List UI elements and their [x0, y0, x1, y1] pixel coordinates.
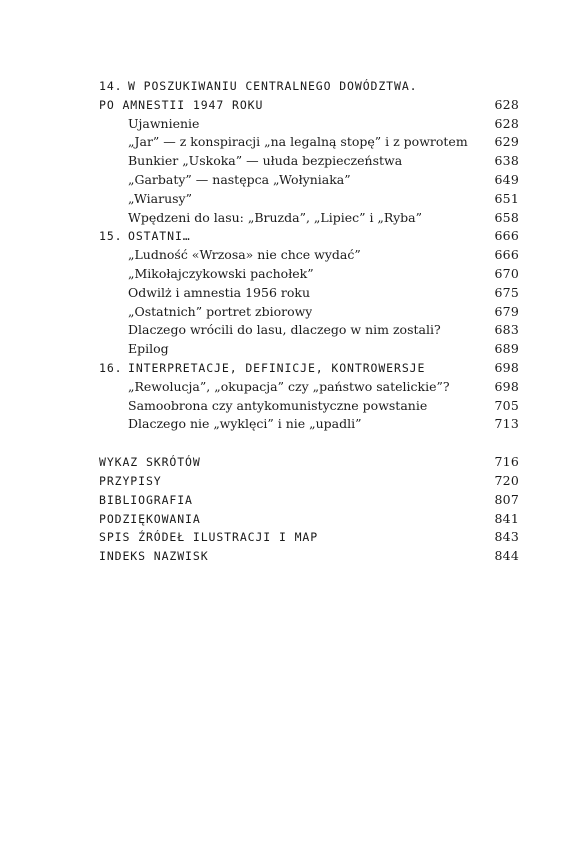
page-number: 679 [494, 303, 519, 319]
entry-title: „Rewolucja”, „okupacja” czy „państwo satelickie”? [128, 378, 450, 394]
chapter-title-cont: PO AMNESTII 1947 ROKU [99, 97, 264, 112]
toc-entry[interactable] [99, 246, 519, 265]
chapter-title: OSTATNI… [128, 229, 191, 244]
entry-title: „Garbaty” — następca „Wołyniaka” [128, 171, 351, 187]
page-number: 683 [494, 322, 519, 338]
page-number: 628 [494, 115, 519, 131]
entry-title: „Jar” — z konspiracji „na legalną stopę” i z powrotem [128, 134, 468, 150]
chapter-15-heading[interactable] [99, 227, 519, 246]
chapter-number: 14. [99, 79, 123, 93]
page-number: 638 [494, 153, 519, 169]
entry-title: WYKAZ SKRÓTÓW [99, 455, 201, 470]
toc-entry[interactable] [99, 171, 519, 190]
chapter-number: 16. [99, 360, 123, 375]
entry-title: „Mikołajczykowski pachołek” [128, 265, 314, 281]
toc-entry[interactable] [99, 378, 519, 397]
toc-entry[interactable] [99, 303, 519, 322]
back-matter-entry[interactable] [99, 491, 519, 510]
page-number: 844 [494, 548, 519, 564]
toc-entry[interactable] [99, 209, 519, 228]
toc-entry[interactable] [99, 115, 519, 134]
back-matter-entry[interactable] [99, 528, 519, 547]
page-number: 716 [494, 454, 519, 470]
chapter-14-heading-cont[interactable] [99, 96, 519, 115]
toc-entry[interactable] [99, 321, 519, 340]
back-matter-entry[interactable] [99, 472, 519, 491]
page-number: 629 [494, 134, 519, 150]
page-number: 670 [494, 265, 519, 281]
page-number: 713 [494, 416, 519, 432]
page-number: 666 [494, 247, 519, 263]
page-number: 666 [494, 228, 519, 244]
toc-entry[interactable] [99, 284, 519, 303]
entry-title: „Ludność «Wrzosa» nie chce wydać” [128, 247, 361, 263]
entry-title: SPIS ŹRÓDEŁ ILUSTRACJI I MAP [99, 530, 319, 545]
entry-title: Dlaczego wrócili do lasu, dlaczego w nim zostali? [128, 322, 441, 338]
toc-entry[interactable] [99, 152, 519, 171]
back-matter-entry[interactable] [99, 453, 519, 472]
page-number: 698 [494, 359, 519, 375]
chapter-14-heading[interactable] [99, 77, 519, 96]
chapter-title: W POSZUKIWANIU CENTRALNEGO DOWÓDZTWA. [128, 79, 418, 93]
entry-title: Samoobrona czy antykomunistyczne powstanie [128, 397, 428, 413]
toc-entry[interactable] [99, 190, 519, 209]
page-number: 628 [494, 96, 519, 112]
back-matter-entry[interactable] [99, 547, 519, 566]
toc-entry[interactable] [99, 133, 519, 152]
toc-entry[interactable] [99, 265, 519, 284]
page-number: 649 [494, 171, 519, 187]
page-number: 705 [494, 397, 519, 413]
entry-title: Ujawnienie [128, 115, 200, 131]
page-number: 841 [494, 510, 519, 526]
table-of-contents [99, 77, 519, 566]
page-number: 658 [494, 209, 519, 225]
entry-title: Odwilż i amnestia 1956 roku [128, 284, 311, 300]
chapter-16-heading[interactable] [99, 359, 519, 378]
entry-title: PODZIĘKOWANIA [99, 511, 201, 526]
entry-title: „Wiarusy” [128, 190, 193, 206]
page-number: 689 [494, 341, 519, 357]
chapter-title: INTERPRETACJE, DEFINICJE, KONTROWERSJE [128, 360, 426, 375]
toc-entry[interactable] [99, 340, 519, 359]
page-number: 720 [494, 472, 519, 488]
page-number: 675 [494, 284, 519, 300]
entry-title: Dlaczego nie „wyklęci” i nie „upadli” [128, 416, 362, 432]
entry-title: Epilog [128, 341, 169, 357]
back-matter-entry[interactable] [99, 510, 519, 529]
page-number: 698 [494, 378, 519, 394]
entry-title: PRZYPISY [99, 473, 162, 488]
toc-entry[interactable] [99, 397, 519, 416]
entry-title: „Ostatnich” portret zbiorowy [128, 303, 313, 319]
page-number: 651 [494, 190, 519, 206]
toc-entry[interactable] [99, 415, 519, 434]
page-number: 807 [494, 491, 519, 507]
entry-title: BIBLIOGRAFIA [99, 492, 193, 507]
spacer [99, 434, 519, 453]
page-number: 843 [494, 529, 519, 545]
entry-title: Wpędzeni do lasu: „Bruzda”, „Lipiec” i „Ryba” [128, 209, 423, 225]
chapter-number: 15. [99, 229, 123, 244]
entry-title: Bunkier „Uskoka” — ułuda bezpieczeństwa [128, 153, 403, 169]
entry-title: INDEKS NAZWISK [99, 549, 209, 564]
